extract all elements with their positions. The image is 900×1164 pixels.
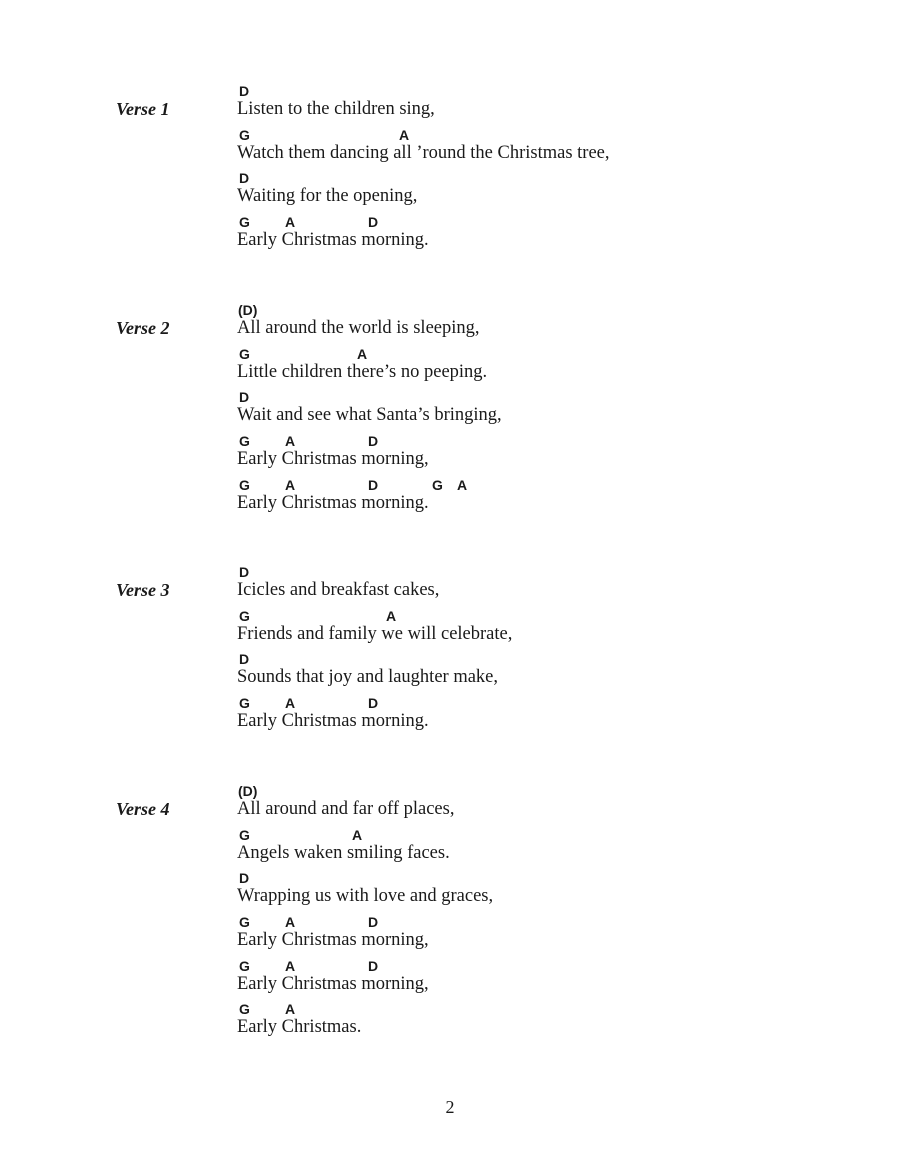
chord: G bbox=[239, 957, 250, 974]
chord: D bbox=[368, 214, 379, 231]
chord-row bbox=[237, 477, 502, 493]
song-line bbox=[237, 127, 610, 171]
song-line bbox=[237, 608, 512, 652]
chord: (D) bbox=[238, 302, 258, 318]
chord: A bbox=[285, 914, 296, 931]
chord: G bbox=[239, 214, 250, 231]
chord: A bbox=[285, 476, 296, 493]
chord-row bbox=[237, 302, 502, 318]
chord-row bbox=[237, 433, 502, 449]
chord: G bbox=[239, 126, 250, 143]
chord: G bbox=[239, 695, 250, 712]
verse-lines bbox=[237, 302, 502, 520]
chord-row bbox=[237, 170, 610, 186]
chord: A bbox=[386, 607, 397, 624]
chord: A bbox=[399, 126, 410, 143]
song-line bbox=[237, 958, 493, 1002]
chord-row bbox=[237, 564, 512, 580]
verse-label: Verse 4 bbox=[116, 799, 170, 819]
chord: A bbox=[285, 1001, 296, 1018]
chord-row bbox=[237, 346, 502, 362]
verse-label: Verse 2 bbox=[116, 318, 170, 338]
verse-lines bbox=[237, 564, 512, 739]
chord: A bbox=[285, 957, 296, 974]
chord: A bbox=[285, 695, 296, 712]
chord-row bbox=[237, 1001, 493, 1017]
lyric-line: Early Christmas. bbox=[237, 1017, 362, 1038]
chord: A bbox=[352, 826, 363, 843]
lyric-line: All around the world is sleeping, bbox=[237, 318, 480, 338]
song-line bbox=[237, 1001, 493, 1045]
chord: G bbox=[239, 345, 250, 362]
lyric-line: Little children there’s no peeping. bbox=[237, 361, 488, 382]
song-line bbox=[237, 914, 493, 958]
chord-row bbox=[237, 870, 493, 886]
chord-row bbox=[237, 83, 610, 99]
lyric-line: Wait and see what Santa’s bringing, bbox=[237, 405, 502, 426]
chord-row bbox=[237, 914, 493, 930]
page-number: 2 bbox=[445, 1097, 455, 1117]
verse-lines bbox=[237, 83, 610, 258]
lyric-line: Early Christmas morning, bbox=[237, 973, 429, 994]
song-line bbox=[237, 695, 512, 739]
chord-row bbox=[237, 389, 502, 405]
chord: A bbox=[457, 476, 468, 493]
chord: D bbox=[239, 389, 250, 406]
verse-label: Verse 3 bbox=[116, 580, 170, 600]
chord: A bbox=[357, 345, 368, 362]
lyric-line: Early Christmas morning. bbox=[237, 230, 429, 251]
chord-row bbox=[237, 127, 610, 143]
chord: A bbox=[285, 214, 296, 231]
chord: G bbox=[432, 476, 443, 493]
lyric-line: All around and far off places, bbox=[237, 799, 455, 819]
chord: G bbox=[239, 826, 250, 843]
verse-label: Verse 1 bbox=[116, 99, 170, 119]
lyric-line: Icicles and breakfast cakes, bbox=[237, 580, 440, 600]
song-line bbox=[237, 870, 493, 914]
song-line bbox=[237, 477, 502, 521]
lyric-line: Early Christmas morning. bbox=[237, 711, 429, 732]
lyric-line: Early Christmas morning. bbox=[237, 492, 429, 513]
chord: D bbox=[368, 476, 379, 493]
chord: D bbox=[239, 870, 250, 887]
chord: D bbox=[368, 914, 379, 931]
chord: G bbox=[239, 914, 250, 931]
chord-row bbox=[237, 695, 512, 711]
song-line bbox=[237, 433, 502, 477]
song-line bbox=[237, 651, 512, 695]
chord: D bbox=[239, 564, 250, 580]
chord: (D) bbox=[238, 783, 258, 799]
lyric-line: Friends and family we will celebrate, bbox=[237, 623, 513, 644]
chord: G bbox=[239, 1001, 250, 1018]
lyric-line: Angels waken smiling faces. bbox=[237, 842, 450, 863]
lyric-line: Wrapping us with love and graces, bbox=[237, 886, 494, 907]
chord-row bbox=[237, 608, 512, 624]
song-line bbox=[237, 346, 502, 390]
lyric-line: Early Christmas morning, bbox=[237, 930, 429, 951]
chord: A bbox=[285, 433, 296, 450]
lyric-line: Waiting for the opening, bbox=[237, 186, 418, 207]
chord: D bbox=[239, 170, 250, 187]
chord: G bbox=[239, 607, 250, 624]
song-line bbox=[237, 170, 610, 214]
song-line bbox=[237, 827, 493, 871]
chord: D bbox=[368, 957, 379, 974]
chord: D bbox=[239, 83, 250, 99]
song-line bbox=[237, 214, 610, 258]
chord-row bbox=[237, 958, 493, 974]
verse-lines bbox=[237, 783, 493, 1045]
chord: D bbox=[368, 433, 379, 450]
chord-row bbox=[237, 214, 610, 230]
chord-row bbox=[237, 783, 493, 799]
song-line bbox=[237, 83, 610, 127]
song-line bbox=[237, 389, 502, 433]
lyric-line: Listen to the children sing, bbox=[237, 99, 435, 119]
chord: G bbox=[239, 433, 250, 450]
chord: D bbox=[368, 695, 379, 712]
lyric-line: Sounds that joy and laughter make, bbox=[237, 667, 499, 688]
lyric-line: Early Christmas morning, bbox=[237, 449, 429, 470]
song-line bbox=[237, 302, 502, 346]
song-line bbox=[237, 783, 493, 827]
chord-row bbox=[237, 827, 493, 843]
chord: G bbox=[239, 476, 250, 493]
lyric-line: Watch them dancing all ’round the Christmas tree, bbox=[237, 142, 610, 163]
song-line bbox=[237, 564, 512, 608]
chord-row bbox=[237, 651, 512, 667]
chord: D bbox=[239, 651, 250, 668]
